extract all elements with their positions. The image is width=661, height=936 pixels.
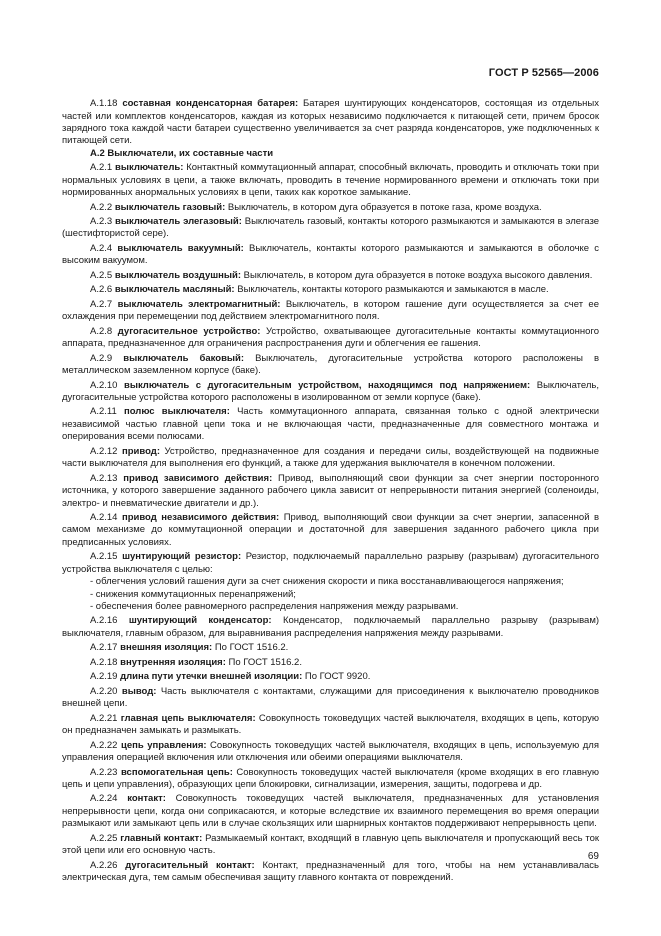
definition-text: По ГОСТ 9920. — [302, 671, 371, 683]
clause-number: А.2.1 — [90, 162, 113, 174]
definition-paragraph — [62, 380, 599, 405]
page-number: 69 — [587, 851, 599, 862]
definition-paragraph — [62, 860, 599, 885]
definition-text: Совокупность токоведущих частей выключателя (кроме входящих в его главную цепь и цепи управления), образующих цепи блокировки, сигнализации, измерения, защиты, подогрева и др. — [62, 766, 600, 790]
definition-paragraph — [62, 713, 599, 738]
section-heading: А.2 Выключатели, их составные части — [90, 147, 274, 159]
clause-number: А.2.11 — [90, 406, 117, 418]
term: выключатель с дугогасительным устройством, находящимся под напряжением: — [123, 379, 531, 391]
definition-text: Выключатель, дугогасительные устройства которого расположены в изолированном от земли корпусе (баке). — [62, 379, 599, 403]
clause-number: А.2.14 — [90, 512, 118, 523]
clause-number: А.2.12 — [90, 445, 118, 457]
definition-text: Контактный коммутационный аппарат, способный включать, проводить и отключать токи при нормальных условиях в цепи, а также включать, проводить в течение нормированного времени и отключать токи при нормированных анормальных условиях в цепи, таких как короткое замыкание. — [62, 162, 600, 199]
term: главный контакт: — [120, 832, 203, 844]
definition-paragraph — [62, 657, 599, 669]
clause-number: А.2.2 — [90, 201, 113, 213]
clause-number: А.1.18 — [90, 98, 118, 110]
definition-text: Привод, выполняющий свои функции за счет энергии, запасенной в самом механизме до коммутационной операции и достаточной для завершения заданного рабочего цикла при предписанных условиях. — [62, 512, 600, 548]
bullet-item: - снижения коммутационных перенапряжений; — [90, 588, 296, 600]
clause-number: А.2.22 — [90, 739, 118, 751]
definition-paragraph — [62, 740, 599, 765]
definition-paragraph — [62, 551, 599, 576]
definition-text: По ГОСТ 1516.2. — [212, 642, 289, 654]
term: цепь управления: — [121, 739, 207, 751]
definition-text: Батарея шунтирующих конденсаторов, состоящая из отдельных частей или комплектов конденсаторов, каждая из которых независимо подключается к питающей сети, причем бросок зарядного тока каждой части батареи существенно увеличивается за счет разряда конденсаторов, уже подключенных к питающей сети. — [62, 98, 599, 147]
clause-number: А.2.6 — [90, 284, 113, 296]
term: выключатель элегазовый: — [115, 216, 242, 228]
clause-number: А.2.21 — [90, 712, 118, 724]
definition-paragraph — [62, 767, 599, 792]
clause-number: А.2.20 — [90, 685, 118, 697]
term: внутренняя изоляция: — [120, 656, 226, 668]
definition-text: Выключатель, в котором дуга образуется в потоке воздуха высокого давления. — [241, 269, 593, 281]
definition-paragraph — [62, 98, 599, 148]
clause-number: А.2.17 — [90, 642, 118, 654]
definition-paragraph — [62, 686, 599, 711]
definition-paragraph — [62, 270, 599, 282]
definition-paragraph — [62, 671, 599, 683]
clause-number: А.2.3 — [90, 216, 113, 228]
definition-paragraph — [62, 512, 599, 549]
definition-paragraph — [62, 326, 599, 351]
definition-text: Устройство, охватывающее дугогасительные контакты коммутационного аппарата, предназначенное для ограничения распространения дуги и облегчения ее гашения. — [62, 325, 599, 350]
definition-paragraph — [62, 216, 599, 241]
definition-paragraph — [62, 284, 599, 296]
clause-number: А.2.15 — [90, 551, 118, 563]
definition-text: Конденсатор, подключаемый параллельно разрыву (разрывам) выключателя, главным образом, для выравнивания распределения напряжения между разрывами. — [62, 615, 600, 639]
term: привод независимого действия: — [121, 512, 280, 523]
definition-text: Выключатель, в котором дуга образуется в потоке газа, кроме воздуха. — [225, 201, 542, 213]
clause-number: А.2.7 — [90, 298, 113, 310]
definition-paragraph — [62, 642, 599, 654]
clause-number: А.2.13 — [90, 472, 118, 484]
definition-text: По ГОСТ 1516.2. — [225, 656, 302, 668]
term: выключатель газовый: — [114, 201, 226, 213]
clause-number: А.2.8 — [90, 325, 113, 337]
term: дугогасительное устройство: — [117, 325, 261, 337]
definition-text: Совокупность токоведущих частей выключателя, входящих в цепь, используемую для управления операцией включения или отключения или обеими операциями выключателя. — [62, 739, 599, 764]
definition-paragraph — [62, 615, 599, 640]
definition-paragraph — [62, 473, 599, 510]
definition-text: Часть выключателя с контактами, служащими для присоединения к выключателю проводников внешней цепи. — [62, 685, 600, 710]
definition-text: Резистор, подключаемый параллельно разрыву (разрывам) дугогасительного устройства выключателя с целью: — [62, 551, 600, 575]
term: выключатель: — [115, 162, 184, 174]
definition-paragraph — [62, 793, 599, 830]
definition-paragraph — [62, 406, 599, 443]
term: контакт: — [127, 793, 166, 805]
definition-paragraph — [62, 162, 599, 199]
definition-text: Контакт, предназначенный для того, чтобы на нем устанавливалась электрическая дуга, тем самым обеспечивая защиту главного контакта от повреждений. — [62, 859, 599, 884]
term: выключатель вакуумный: — [117, 242, 244, 254]
definition-paragraph — [62, 446, 599, 471]
term: выключатель масляный: — [114, 284, 235, 296]
term: внешняя изоляция: — [120, 642, 213, 654]
clause-number: А.2.4 — [90, 242, 113, 254]
definition-paragraph — [62, 833, 599, 858]
definition-paragraph — [62, 202, 599, 214]
document-body — [62, 96, 599, 885]
term: выключатель баковый: — [123, 352, 245, 364]
clause-number: А.2.9 — [90, 352, 113, 364]
clause-number: А.2.26 — [90, 859, 118, 871]
clause-number: А.2.24 — [90, 793, 118, 805]
term: выключатель электромагнитный: — [117, 298, 281, 310]
term: шунтирующий конденсатор: — [128, 615, 272, 627]
definition-paragraph — [62, 243, 599, 268]
clause-number: А.2.5 — [90, 269, 113, 281]
clause-number: А.2.18 — [90, 656, 118, 668]
definition-paragraph — [62, 353, 599, 378]
term: составная конденсаторная батарея: — [122, 98, 299, 110]
term: вспомогательная цепь: — [120, 766, 233, 778]
definition-text: Выключатель, дугогасительные устройства которого расположены в металлическом заземленном корпусе (баке). — [62, 352, 600, 377]
term: вывод: — [121, 685, 157, 697]
term: дугогасительный контакт: — [125, 859, 255, 871]
definition-text: Выключатель, в котором гашение дуги осуществляется за счет ее охлаждения при перемещении под действием электромагнитного поля. — [62, 298, 599, 323]
clause-number: А.2.19 — [90, 671, 118, 683]
definition-text: Размыкаемый контакт, входящий в главную цепь выключателя и пропускающий весь ток этой цепи или его основную часть. — [62, 832, 600, 857]
definition-text: Совокупность токоведущих частей выключателя, входящих в цепь, которую он предназначен замыкать и размыкать. — [62, 712, 600, 737]
definition-text: Часть коммутационного аппарата, связанная только с одной электрически независимой частью главной цепи тока и не включающая части, предназначенные для совместного монтажа и оперирования всеми полюсами. — [62, 406, 600, 443]
definition-paragraph — [62, 299, 599, 324]
term: выключатель воздушный: — [114, 269, 242, 281]
clause-number: А.2.25 — [90, 832, 118, 844]
term: главная цепь выключателя: — [120, 712, 256, 724]
definition-text: Выключатель газовый, контакты которого размыкаются и замыкаются в элегазе (шестифтористой сере). — [62, 216, 599, 240]
bullet-item: - обеспечения более равномерного распределения напряжения между разрывами. — [90, 600, 459, 612]
bullet-item: - облегчения условий гашения дуги за счет снижения скорости и пика восстанавливающегося напряжения; — [90, 576, 564, 588]
definition-text: Выключатель, контакты которого размыкаются и замыкаются в масле. — [234, 284, 549, 296]
definition-text: Устройство, предназначенное для создания и передачи силы, воздействующей на подвижные части выключателя для выполнения его функций, а также для удержания выключателя в конечном положении. — [62, 445, 599, 470]
term: привод зависимого действия: — [123, 472, 273, 484]
term: полюс выключателя: — [123, 406, 230, 418]
term: привод: — [122, 445, 160, 457]
definition-text: Привод, выполняющий свои функции за счет энергии посторонного источника, у которого завершение заданного рабочего цикла зависит от непрерывности питания энергией (соленоиды, электро- и пневматические двигатели и др.). — [62, 472, 600, 509]
clause-number: А.2.10 — [90, 379, 118, 391]
term: длина пути утечки внешней изоляции: — [120, 671, 303, 683]
definition-text: Выключатель, контакты которого размыкаются и замыкаются в оболочке с высоким вакуумом. — [62, 242, 600, 267]
term: шунтирующий резистор: — [122, 551, 242, 563]
document-header: ГОСТ Р 52565—2006 — [488, 67, 599, 79]
definition-text: Совокупность токоведущих частей выключателя, предназначенных для установления непрерывности цепи, когда они соприкасаются, и которые вследствие их взаимного перемещения во время операции размыкают или замыкают цепь или в случае скользящих или шарнирных контактов поддерживают непрерывность цепи. — [62, 793, 599, 830]
clause-number: А.2.16 — [90, 615, 118, 627]
clause-number: А.2.23 — [90, 766, 118, 778]
